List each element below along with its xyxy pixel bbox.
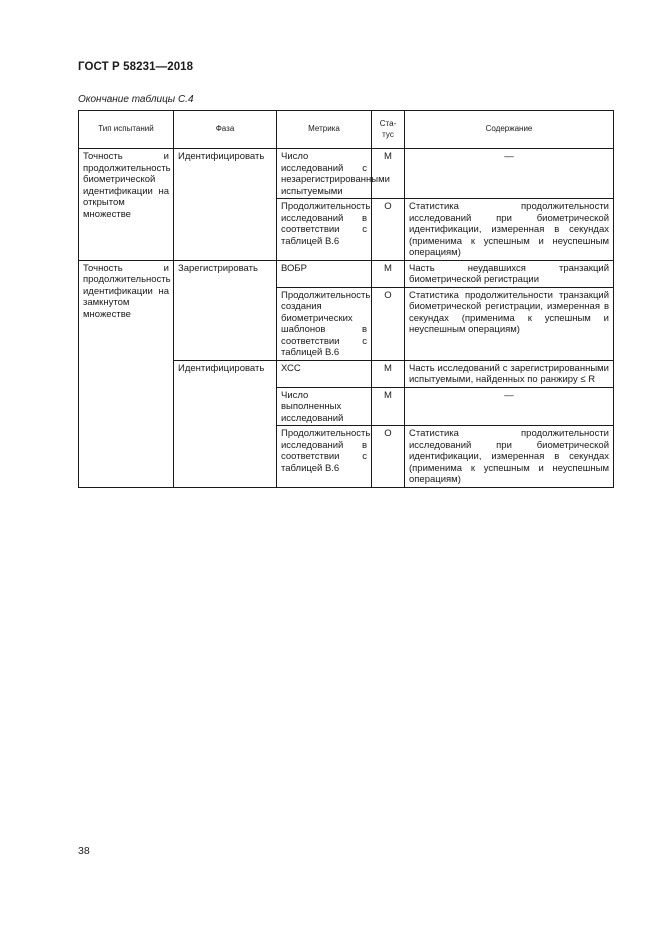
metric-cell: Продолжительность создания биометрических шаблонов в соответствии с таблицей В.6 — [277, 287, 372, 360]
metric-cell: ВОБР — [277, 260, 372, 287]
table-row — [79, 260, 614, 287]
metric-cell: Число выполненных исследований — [277, 387, 372, 426]
status-cell: О — [372, 287, 405, 360]
status-cell: М — [372, 360, 405, 387]
metric-cell: ХСС — [277, 360, 372, 387]
status-cell: М — [372, 260, 405, 287]
content-cell: — — [405, 149, 614, 199]
test-type-cell: Точность и продолжительность идентификации на замкнутом множестве — [79, 260, 174, 487]
metrics-table — [78, 110, 614, 488]
column-header-test-type: Тип испытаний — [79, 111, 174, 149]
content-cell: Часть исследований с зарегистрированными испытуемыми, найденных по ранжиру ≤ R — [405, 360, 614, 387]
metric-cell: Продолжительность исследований в соответствии с таблицей В.6 — [277, 426, 372, 488]
phase-cell: Идентифицировать — [174, 360, 277, 487]
status-cell: О — [372, 426, 405, 488]
status-cell: М — [372, 387, 405, 426]
column-header-phase: Фаза — [174, 111, 277, 149]
content-cell: Статистика продолжительности исследований при биометрической идентификации, измеренная в секундах (применима к успешным и неуспешным операциям) — [405, 426, 614, 488]
status-cell: М — [372, 149, 405, 199]
test-type-cell: Точность и продолжительность биометрической идентификации на открытом множестве — [79, 149, 174, 261]
table-row — [79, 149, 614, 199]
phase-cell: Идентифицировать — [174, 149, 277, 261]
column-header-status: Ста- тус — [372, 111, 405, 149]
phase-cell: Зарегистрировать — [174, 260, 277, 360]
table-header-row — [79, 111, 614, 149]
table-caption: Окончание таблицы С.4 — [78, 94, 194, 105]
metric-cell: Число исследований с незарегистрированными испытуемыми — [277, 149, 372, 199]
column-header-content: Содержание — [405, 111, 614, 149]
content-cell: Часть неудавшихся транзакций биометрической регистрации — [405, 260, 614, 287]
content-cell: Статистика продолжительности транзакций биометрической регистрации, измеренная в секундах (применима к успешным и неуспешным операциям) — [405, 287, 614, 360]
document-header: ГОСТ Р 58231—2018 — [78, 61, 194, 73]
metric-cell: Продолжительность исследований в соответствии с таблицей В.6 — [277, 199, 372, 261]
page-number: 38 — [78, 845, 90, 857]
status-cell: О — [372, 199, 405, 261]
content-cell: Статистика продолжительности исследований при биометрической идентификации, измеренная в секундах (применима к успешным и неуспешным операциям) — [405, 199, 614, 261]
column-header-metric: Метрика — [277, 111, 372, 149]
content-cell: — — [405, 387, 614, 426]
